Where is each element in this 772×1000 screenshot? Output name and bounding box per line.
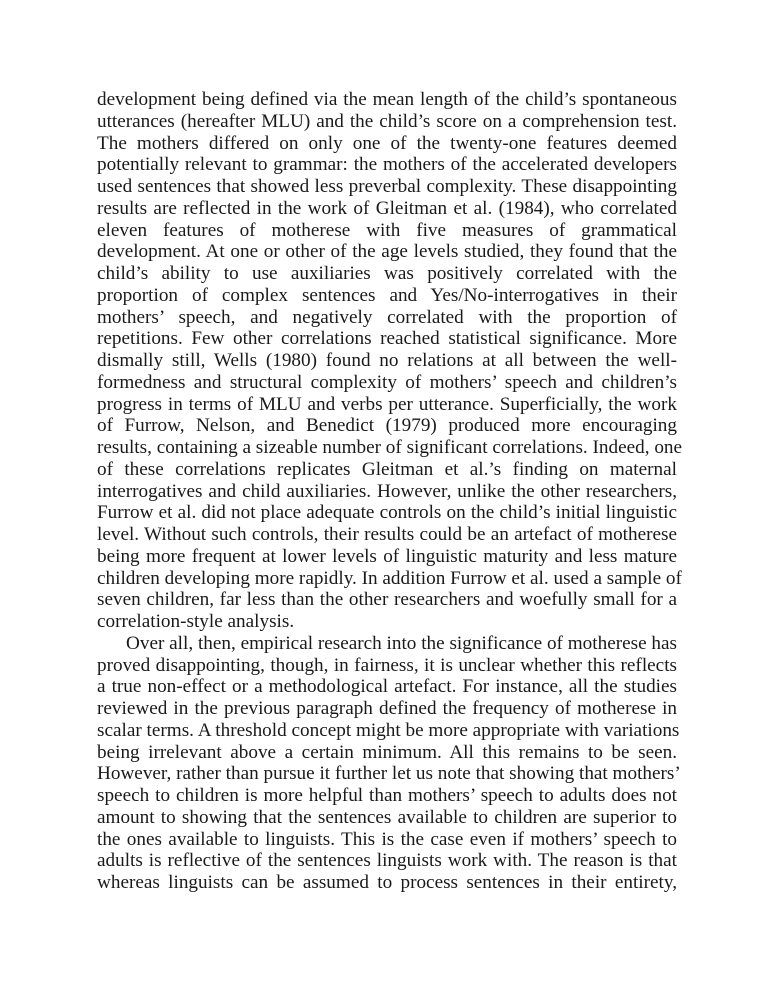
text-line: dismally still, Wells (1980) found no relations at all between the well-: [97, 350, 677, 371]
text-line: However, rather than pursue it further let us note that showing that mothers’: [97, 763, 681, 785]
text-line: used sentences that showed less preverbal complexity. These disappointing: [97, 176, 677, 197]
text-line: proportion of complex sentences and Yes/No-interrogatives in their: [97, 284, 677, 306]
paragraph: [97, 89, 683, 633]
text-line: development. At one or other of the age levels studied, they found that the: [97, 241, 677, 263]
text-line: results, containing a sizeable number of significant correlations. Indeed, one: [97, 437, 683, 458]
text-line: progress in terms of MLU and verbs per utterance. Superficially, the work: [97, 393, 677, 415]
text-line: children developing more rapidly. In addition Furrow et al. used a sample of: [97, 567, 682, 589]
text-line: of these correlations replicates Gleitman et al.’s finding on maternal: [97, 458, 677, 480]
text-line: reviewed in the previous paragraph defined the frequency of motherese in: [97, 698, 677, 719]
text-line: level. Without such controls, their results could be an artefact of motherese: [97, 524, 677, 545]
text-line: proved disappointing, though, in fairness, it is unclear whether this reflects: [97, 654, 677, 676]
text-line: results are reflected in the work of Gleitman et al. (1984), who correlated: [97, 197, 677, 219]
text-line: Furrow et al. did not place adequate controls on the child’s initial linguistic: [97, 502, 677, 524]
text-line: The mothers differed on only one of the twenty-one features deemed: [97, 132, 677, 154]
text-line: formedness and structural complexity of mothers’ speech and children’s: [97, 371, 677, 393]
text-line: speech to children is more helpful than mothers’ speech to adults does not: [97, 785, 677, 806]
body-text: [97, 89, 683, 894]
text-line: adults is reflective of the sentences linguists work with. The reason is that: [97, 850, 677, 872]
text-line: seven children, far less than the other researchers and woefully small for a: [97, 589, 677, 611]
text-line: repetitions. Few other correlations reached statistical significance. More: [97, 328, 677, 350]
text-line: whereas linguists can be assumed to process sentences in their entirety,: [97, 872, 677, 893]
text-line: utterances (hereafter MLU) and the child’s score on a comprehension test.: [97, 110, 677, 132]
text-line: child’s ability to use auxiliaries was positively correlated with the: [97, 263, 677, 284]
text-line: amount to showing that the sentences available to children are superior to: [97, 806, 677, 828]
text-line: interrogatives and child auxiliaries. However, unlike the other researchers,: [97, 480, 677, 502]
text-line: the ones available to linguists. This is the case even if mothers’ speech to: [97, 828, 677, 850]
text-line: eleven features of motherese with five measures of grammatical: [97, 219, 677, 241]
text-line: being irrelevant above a certain minimum. All this remains to be seen.: [97, 741, 677, 763]
text-line: of Furrow, Nelson, and Benedict (1979) produced more encouraging: [97, 415, 677, 437]
text-line: development being defined via the mean length of the child’s spontaneous: [97, 89, 677, 110]
text-line: potentially relevant to grammar: the mothers of the accelerated developers: [97, 154, 677, 176]
text-line: correlation-style analysis.: [97, 611, 295, 632]
text-line: a true non-effect or a methodological artefact. For instance, all the studies: [97, 676, 677, 698]
paragraph: [97, 632, 681, 894]
text-line: being more frequent at lower levels of linguistic maturity and less mature: [97, 545, 677, 567]
text-line: Over all, then, empirical research into the significance of motherese has: [126, 632, 677, 654]
text-line: scalar terms. A threshold concept might be more appropriate with variations: [97, 719, 680, 741]
text-line: mothers’ speech, and negatively correlated with the proportion of: [97, 306, 677, 328]
